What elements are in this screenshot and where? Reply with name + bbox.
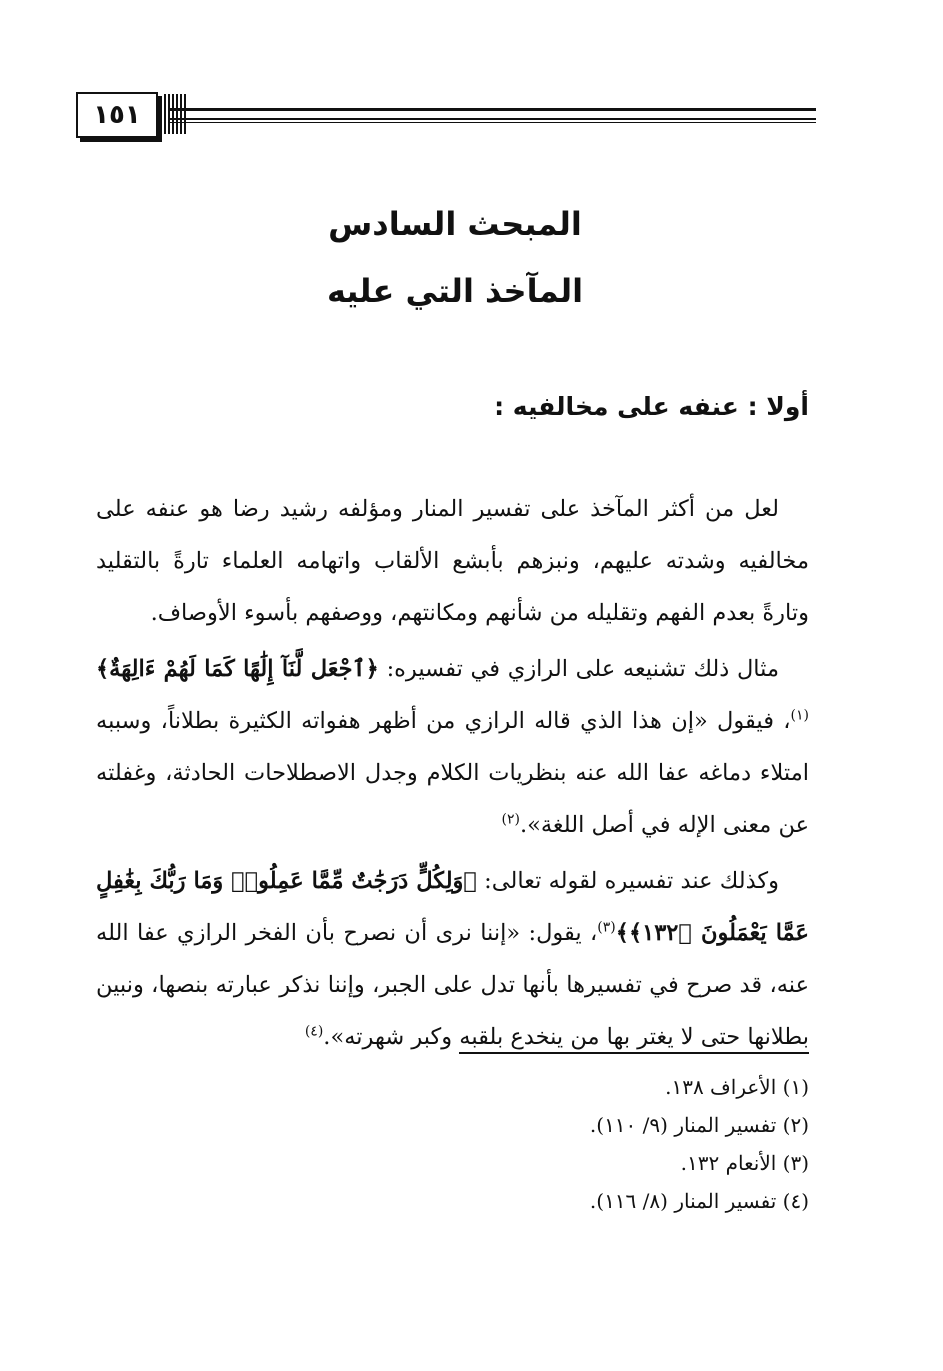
footnote-2: (٢) تفسير المنار (٩/ ١١٠). [589, 1113, 809, 1137]
quran-verse-1: ﴿ٱجْعَل لَّنَآ إِلَٰهًا كَمَا لَهُمْ ءَالِهَةٌ﴾ [96, 655, 379, 682]
paragraph-2 [96, 643, 809, 851]
footnote-ref-2: (٢) [501, 811, 520, 827]
footnotes [590, 1068, 809, 1220]
footnote-ref-4: (٤) [304, 1023, 324, 1039]
subheading: أولا : عنفه على مخالفيه : [494, 392, 809, 421]
section-title: المبحث السادس [328, 205, 582, 243]
footnote-1: (١) الأعراف ١٣٨. [665, 1075, 809, 1099]
footnote-ref-3: (٣) [597, 919, 616, 935]
header-rule-thin [168, 122, 816, 123]
footnote-4: (٤) تفسير المنار (٨/ ١١٦). [589, 1189, 809, 1213]
header-rule [168, 108, 816, 120]
page-number: ١٥١ [76, 92, 158, 138]
paragraph-3-rest: ، يقول: «إننا نرى أن نصرح بأن الفخر الرازي عفا الله عنه، قد صرح في تفسيرها بأنها تدل على الجبر، وإننا نذكر عبارته بنصها، ونبين بطلانها حتى لا يغتر بها من ينخدع بلقبه وكبر شهرته». [96, 919, 809, 1050]
section-subject: المآخذ التي عليه [326, 272, 584, 310]
quran-verse-2: ﴿وَلِكُلٍّ دَرَجَٰتٌ مِّمَّا عَمِلُوا۟ وَمَا رَبُّكَ بِغَٰفِلٍ عَمَّا يَعْمَلُونَ ﴿١٣٢﴾﴾ [96, 867, 809, 946]
footnote-ref-1: (١) [790, 707, 809, 723]
footnote-separator [459, 1052, 809, 1054]
paragraph-3 [96, 855, 809, 1063]
footnote-3: (٣) الأنعام ١٣٢. [680, 1151, 809, 1175]
paragraph-1: لعل من أكثر المآخذ على تفسير المنار ومؤلفه رشيد رضا هو عنفه على مخالفيه وشدته عليهم، ونبزهم بأبشع الألقاب واتهامه العلماء تارةً بالتقليد وتارةً بعدم الفهم وتقليله من شأنهم ومكانتهم، ووصفهم بأسوء الأوصاف. [96, 495, 809, 626]
paragraph-3-lead: وكذلك عند تفسيره لقوله تعالى: [484, 867, 780, 894]
page-header [76, 92, 816, 138]
paragraph-2-lead: مثال ذلك تشنيعه على الرازي في تفسيره: [386, 655, 779, 682]
paragraph-2-rest: ، فيقول «إن هذا الذي قاله الرازي من أظهر هفواته الكثيرة بطلاناً، وسببه امتلاء دماغه عفا الله عنه بنظريات الكلام وجدل الاصطلاحات الحادثة، وغفلته عن معنى الإله في أصل اللغة». [96, 707, 809, 838]
